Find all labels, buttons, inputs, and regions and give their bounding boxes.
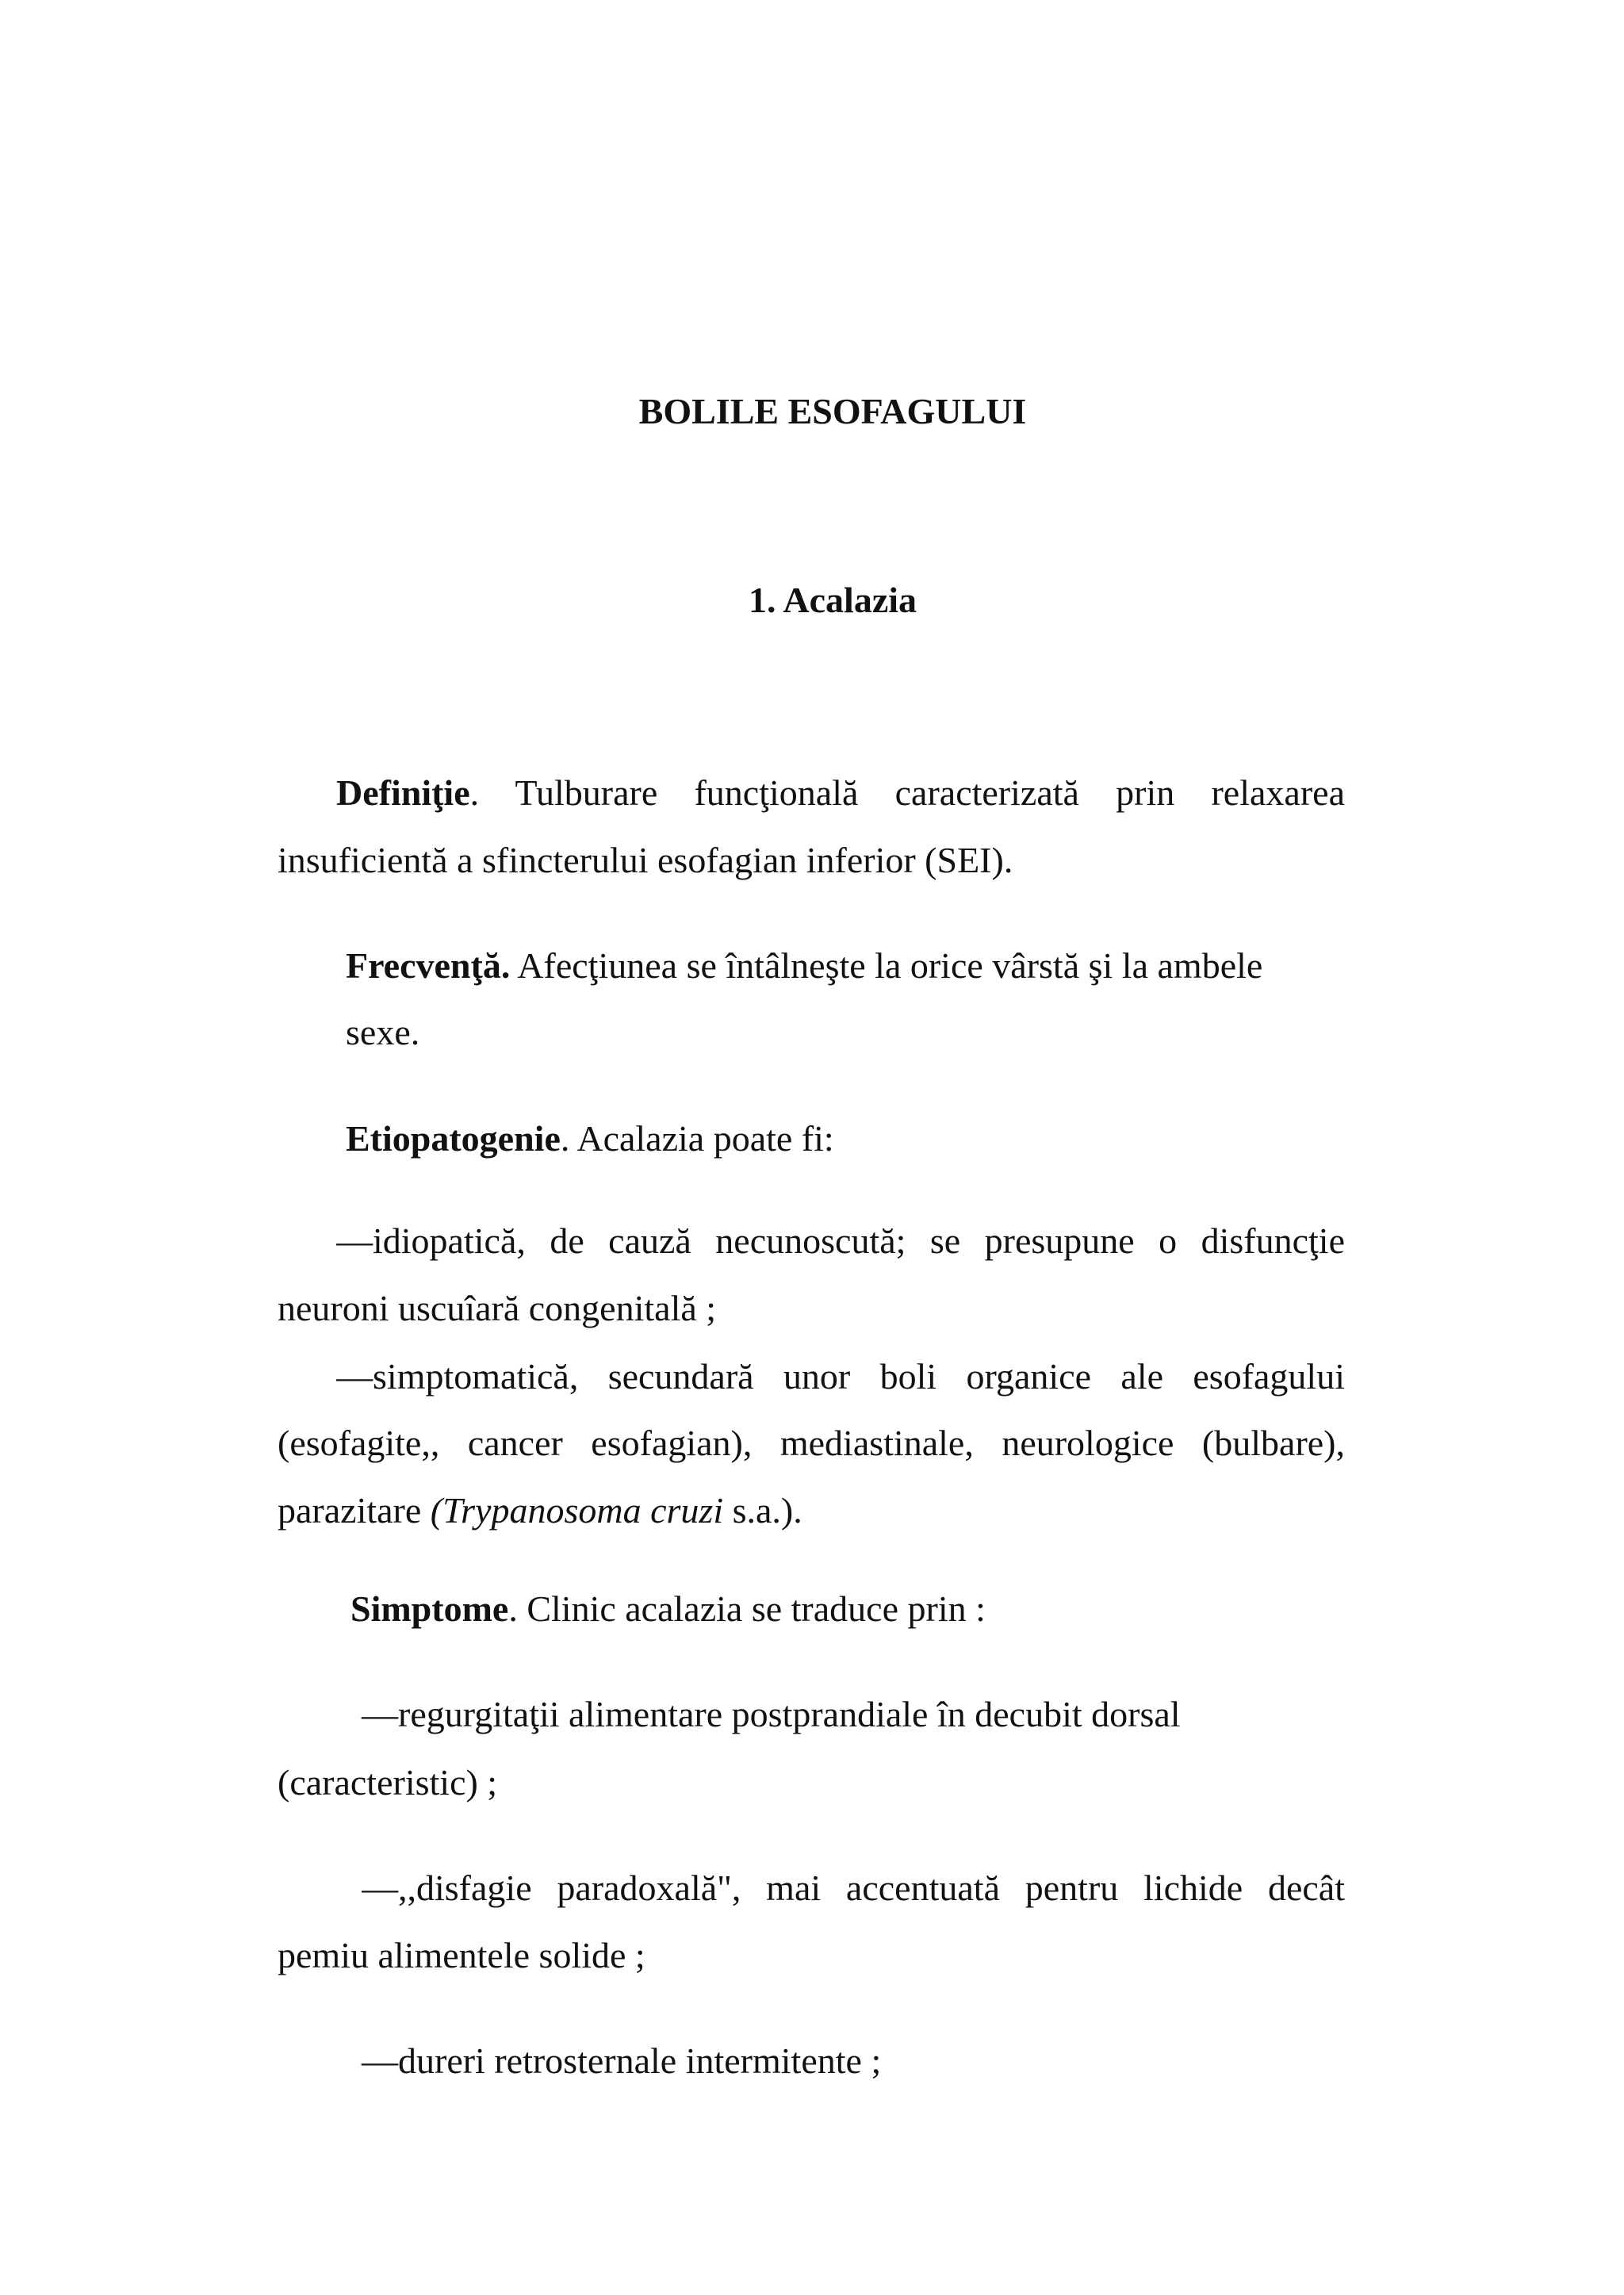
definitie-line-2: insuficientă a sfincterului esofagian inferior (SEI). bbox=[278, 840, 1013, 880]
simptomatica-line-3 bbox=[278, 1488, 802, 1533]
idiopatica-line-1: —idiopatică, de cauză necunoscută; se presupune o disfuncţie bbox=[336, 1220, 1345, 1261]
simptome-label: Simptome bbox=[350, 1588, 509, 1629]
regurgitatii-line-2: (caracteristic) ; bbox=[278, 1762, 498, 1803]
definitie-text: . Tulburare funcţională caracterizată prin relaxarea bbox=[469, 772, 1345, 813]
etiopatogenie-text: . Acalazia poate fi: bbox=[560, 1118, 834, 1159]
etiopatogenie-label: Etiopatogenie bbox=[346, 1118, 561, 1159]
simptomatica-species: (Trypanosoma cruzi bbox=[430, 1490, 724, 1531]
frecventa-line-2: sexe. bbox=[346, 1012, 420, 1052]
simptomatica-line-1: —simptomatică, secundară unor boli organice ale esofagului bbox=[336, 1356, 1345, 1397]
simptomatica-line-2: (esofagite,, cancer esofagian), mediastinale, neurologice (bulbare), bbox=[278, 1423, 1345, 1463]
regurgitatii-line-1: —regurgitaţii alimentare postprandiale în decubit dorsal bbox=[362, 1694, 1181, 1734]
simptome-text: . Clinic acalazia se traduce prin : bbox=[508, 1588, 986, 1629]
simptome-line bbox=[350, 1587, 986, 1631]
simptomatica-end: s.a.). bbox=[723, 1490, 802, 1531]
section-heading: 1. Acalazia bbox=[748, 580, 917, 620]
dureri-line: —dureri retrosternale intermitente ; bbox=[362, 2040, 882, 2081]
idiopatica-line-2: neuroni uscuîară congenitală ; bbox=[278, 1288, 717, 1328]
document-title: BOLILE ESOFAGULUI bbox=[638, 391, 1027, 431]
disfagie-line-1: —,,disfagie paradoxală", mai accentuată pentru lichide decât bbox=[362, 1868, 1345, 1908]
etiopatogenie-line bbox=[346, 1117, 834, 1161]
definitie-line-1 bbox=[336, 771, 1345, 815]
frecventa-line-1 bbox=[346, 944, 1262, 988]
frecventa-label: Frecvenţă. bbox=[346, 945, 511, 986]
disfagie-line-2: pemiu alimentele solide ; bbox=[278, 1935, 645, 1975]
definitie-label: Definiţie bbox=[336, 772, 470, 813]
simptomatica-parazitare: parazitare bbox=[278, 1490, 431, 1531]
frecventa-text: Afecţiunea se întâlneşte la orice vârstă şi la ambele bbox=[510, 945, 1263, 986]
